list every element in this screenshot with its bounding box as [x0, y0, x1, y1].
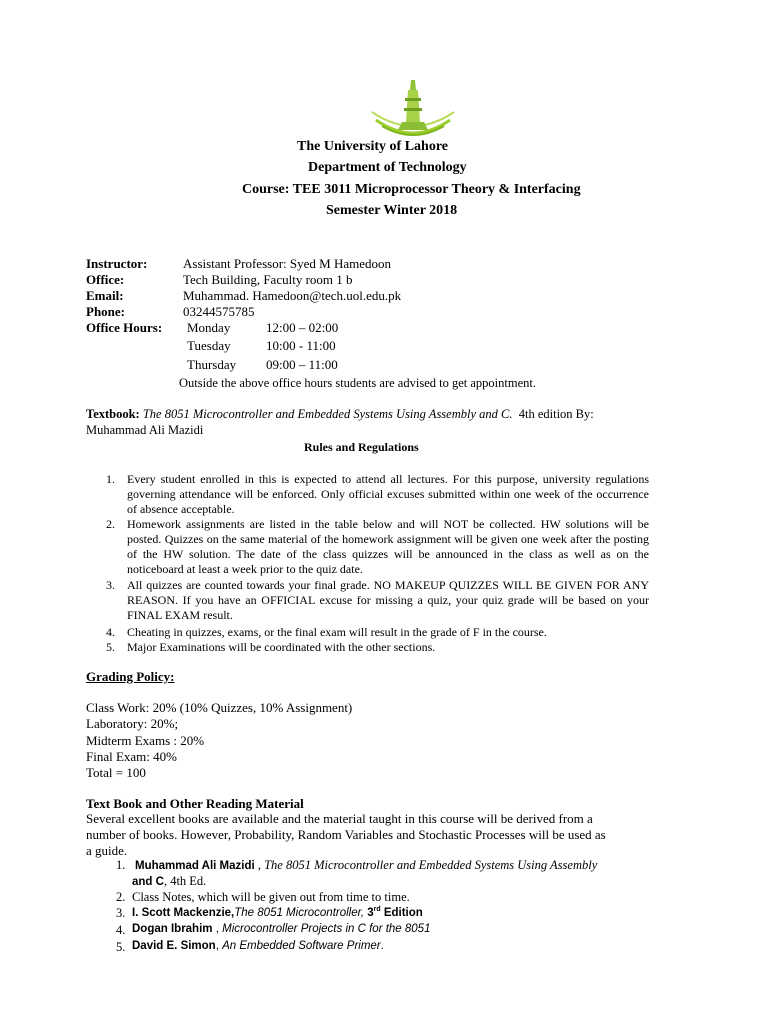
rule-text: Major Examinations will be coordinated with the other sections.: [127, 640, 436, 654]
book-item: Class Notes, which will be given out from time to time.: [132, 890, 410, 904]
office-hours-time: 09:00 – 11:00: [266, 357, 338, 372]
textbook-author: Muhammad Ali Mazidi: [86, 423, 204, 437]
book-edition-number: 3: [364, 906, 374, 919]
grading-heading: Grading Policy:: [86, 669, 175, 684]
book-title: An Embedded Software Primer: [222, 940, 381, 952]
phone-value: 03244575785: [183, 304, 255, 319]
rule-text: Cheating in quizzes, exams, or the final exam will result in the grade of F in the course.: [127, 625, 547, 639]
rule-number: 4.: [106, 625, 115, 639]
separator: ,: [212, 923, 223, 935]
book-number: 2.: [116, 890, 126, 904]
office-label: Office:: [86, 272, 125, 287]
reading-intro: number of books. However, Probability, Random Variables and Stochastic Processes will be used as: [86, 827, 606, 842]
course-title: Course: TEE 3011 Microprocessor Theory & Interfacing: [242, 182, 581, 197]
rule-text: Every student enrolled in this is expected to attend all lectures. For this purpose, university regulations governing attendance will be enforced. Only official excuses submitted within one week of the occurrence of absence acceptable.: [127, 472, 649, 516]
office-value: Tech Building, Faculty room 1 b: [183, 272, 353, 287]
office-hours-label: Office Hours:: [86, 320, 163, 335]
phone-label: Phone:: [86, 304, 125, 319]
email-value[interactable]: Muhammad. Hamedoon@tech.uol.edu.pk: [183, 288, 402, 303]
semester: Semester Winter 2018: [326, 203, 458, 218]
book-author: Muhammad Ali Mazidi: [135, 860, 255, 872]
book-item-cont: [132, 874, 206, 889]
rule-number: 3.: [106, 578, 115, 592]
reading-intro: a guide.: [86, 843, 128, 858]
rule-number: 1.: [106, 472, 115, 486]
book-author: Dogan Ibrahim: [132, 923, 213, 935]
separator: ,: [254, 858, 265, 872]
book-item: [135, 858, 597, 873]
book-item: [132, 923, 430, 935]
grading-line: Final Exam: 40%: [86, 749, 177, 764]
book-number: 5.: [116, 940, 126, 954]
book-author: David E. Simon: [132, 940, 216, 952]
separator: ,: [215, 940, 223, 952]
book-author: I. Scott Mackenzie,: [132, 906, 235, 919]
office-hours-time: 10:00 - 11:00: [266, 338, 336, 353]
grading-line: Midterm Exams : 20%: [86, 733, 205, 748]
book-title: The 8051 Microcontroller and Embedded Systems Using Assembly: [264, 858, 598, 872]
book-item: [132, 906, 423, 919]
book-number: 3.: [116, 906, 126, 920]
instructor-value: Assistant Professor: Syed M Hamedoon: [183, 256, 391, 271]
rules-heading: Rules and Regulations: [304, 440, 419, 454]
office-hours-day: Monday: [187, 320, 231, 335]
rule-number: 5.: [106, 640, 115, 654]
rule-text: Homework assignments are listed in the table below and will NOT be collected. HW solutions will be posted. Quizzes on the same material of the homework assignment will be given one week after the posting of the HW solution. The date of the class quizzes will be announced in the class as well as on the noticeboard at least a week prior to the quiz date.: [127, 517, 649, 576]
textbook-title: The 8051 Microcontroller and Embedded Systems Using Assembly and C.: [142, 407, 513, 421]
department-name: Department of Technology: [308, 160, 467, 175]
book-edition: , 4th Ed.: [163, 874, 207, 888]
reading-intro: Several excellent books are available and the material taught in this course will be derived from a: [86, 811, 593, 826]
grading-line: Class Work: 20% (10% Quizzes, 10% Assignment): [86, 700, 353, 715]
rule-number: 2.: [106, 517, 115, 531]
book-title-cont: and C: [132, 876, 164, 888]
textbook-edition: 4th edition By:: [518, 407, 594, 421]
office-hours-day: Thursday: [187, 357, 237, 372]
textbook-label: Textbook:: [86, 407, 140, 421]
grading-line: Laboratory: 20%;: [86, 716, 179, 731]
book-title: The 8051 Microcontroller,: [234, 906, 365, 919]
reading-heading: Text Book and Other Reading Material: [86, 796, 304, 811]
office-hours-day: Tuesday: [187, 338, 231, 353]
book-item: [132, 940, 384, 952]
period: .: [380, 940, 384, 952]
office-hours-time: 12:00 – 02:00: [266, 320, 339, 335]
email-label: Email:: [86, 288, 124, 303]
book-title: Microcontroller Projects in C for the 8051: [222, 923, 431, 935]
book-edition-word: Edition: [380, 906, 423, 919]
book-number: 4.: [116, 923, 126, 937]
office-hours-note: Outside the above office hours students are advised to get appointment.: [179, 376, 536, 390]
university-name: The University of Lahore: [297, 139, 449, 154]
university-logo-icon: [368, 76, 458, 140]
grading-line: Total = 100: [86, 765, 146, 780]
rule-text: All quizzes are counted towards your final grade. NO MAKEUP QUIZZES WILL BE GIVEN FOR ANY REASON. If you have an OFFICIAL excuse for missing a quiz, your quiz grade will be based on your FINAL EXAM result.: [127, 578, 649, 622]
textbook-line: [86, 407, 594, 422]
instructor-label: Instructor:: [86, 256, 148, 271]
book-edition-sup: rd: [373, 906, 381, 913]
book-number: 1.: [116, 858, 126, 872]
